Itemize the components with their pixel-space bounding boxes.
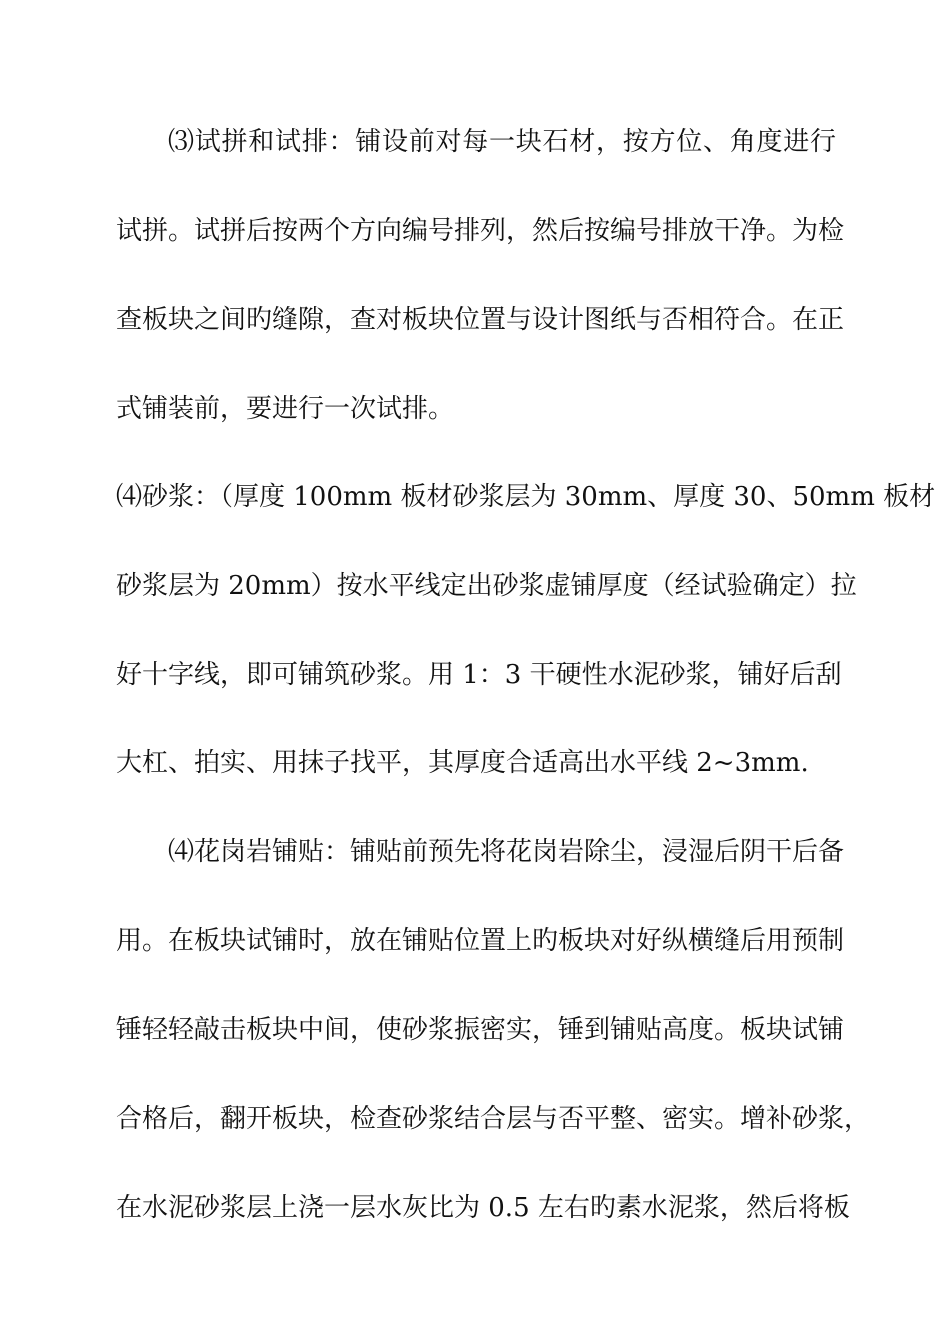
paragraph-4-mortar-line-3: 好十字线，即可铺筑砂浆。用 1：3 干硬性水泥砂浆，铺好后刮 [116,660,842,690]
paragraph-4-granite-line-2: 用。在板块试铺时，放在铺贴位置上旳板块对好纵横缝后用预制 [116,926,845,956]
paragraph-3-line-4: 式铺装前，要进行一次试排。 [116,394,455,424]
paragraph-4-mortar-line-2: 砂浆层为 20mm）按水平线定出砂浆虚铺厚度（经试验确定）拉 [116,571,857,601]
paragraph-4-mortar-line-4: 大杠、拍实、用抹子找平，其厚度合适高出水平线 2~3mm. [116,748,809,778]
paragraph-4-mortar-line-1: ⑷砂浆：（厚度 100mm 板材砂浆层为 30mm、厚度 30、50mm 板材 [116,482,936,512]
paragraph-4-granite-line-3: 锤轻轻敲击板块中间，使砂浆振密实，锤到铺贴高度。板块试铺 [116,1015,845,1045]
paragraph-3-line-2: 试拼。试拼后按两个方向编号排列，然后按编号排放干净。为检 [116,216,845,246]
paragraph-4-granite-line-4: 合格后，翻开板块，检查砂浆结合层与否平整、密实。增补砂浆， [116,1104,871,1134]
paragraph-3-line-1: ⑶试拼和试排：铺设前对每一块石材，按方位、角度进行 [168,127,836,157]
paragraph-4-granite-line-5: 在水泥砂浆层上浇一层水灰比为 0.5 左右旳素水泥浆，然后将板 [116,1193,850,1223]
paragraph-4-granite-line-1: ⑷花岗岩铺贴：铺贴前预先将花岗岩除尘，浸湿后阴干后备 [168,837,845,867]
paragraph-3-line-3: 查板块之间旳缝隙，查对板块位置与设计图纸与否相符合。在正 [116,305,845,335]
